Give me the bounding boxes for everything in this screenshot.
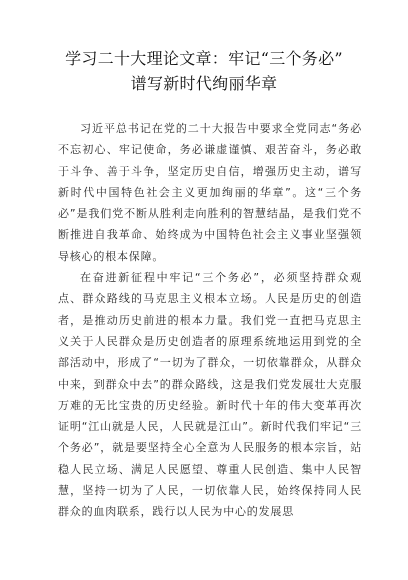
document-body	[58, 118, 362, 523]
title-line-2: 谱写新时代绚丽华章	[130, 74, 278, 93]
document-title	[40, 46, 368, 96]
paragraph-1: 习近平总书记在党的二十大报告中要求全党同志“务必不忘初心、牢记使命，务必谦虚谨慎、艰苦奋斗，务必敢于斗争、善于斗争，坚定历史自信，增强历史主动，谱写新时代中国特色社会主义更加绚丽的华章”。这“三个务必”是我们党不断从胜利走向胜利的智慧结晶，是我们党不断推进自我革命、始终成为中国特色社会主义事业坚强领导核心的根本保障。	[58, 122, 362, 263]
title-line-1: 学习二十大理论文章：牢记“三个务必”	[65, 49, 343, 68]
paragraph-2: 在奋进新征程中牢记“三个务必”，必须坚持群众观点、群众路线的马克思主义根本立场。人民是历史的创造者，是推动历史前进的根本力量。我们党一直把马克思主义关于人民群众是历史创造者的原理系统地运用到党的全部活动中，形成了“一切为了群众，一切依靠群众，从群众中来，到群众中去”的群众路线，这是我们党发展壮大克服万难的无比宝贵的历史经验。新时代十年的伟大变革再次证明“江山就是人民，人民就是江山”。新时代我们牢记“三个务必”，就是要坚持全心全意为人民服务的根本宗旨，站稳人民立场、满足人民愿望、尊重人民创造、集中人民智慧，坚持一切为了人民，一切依靠人民，始终保持同人民群众的血肉联系，践行以人民为中心的发展思	[58, 271, 362, 519]
